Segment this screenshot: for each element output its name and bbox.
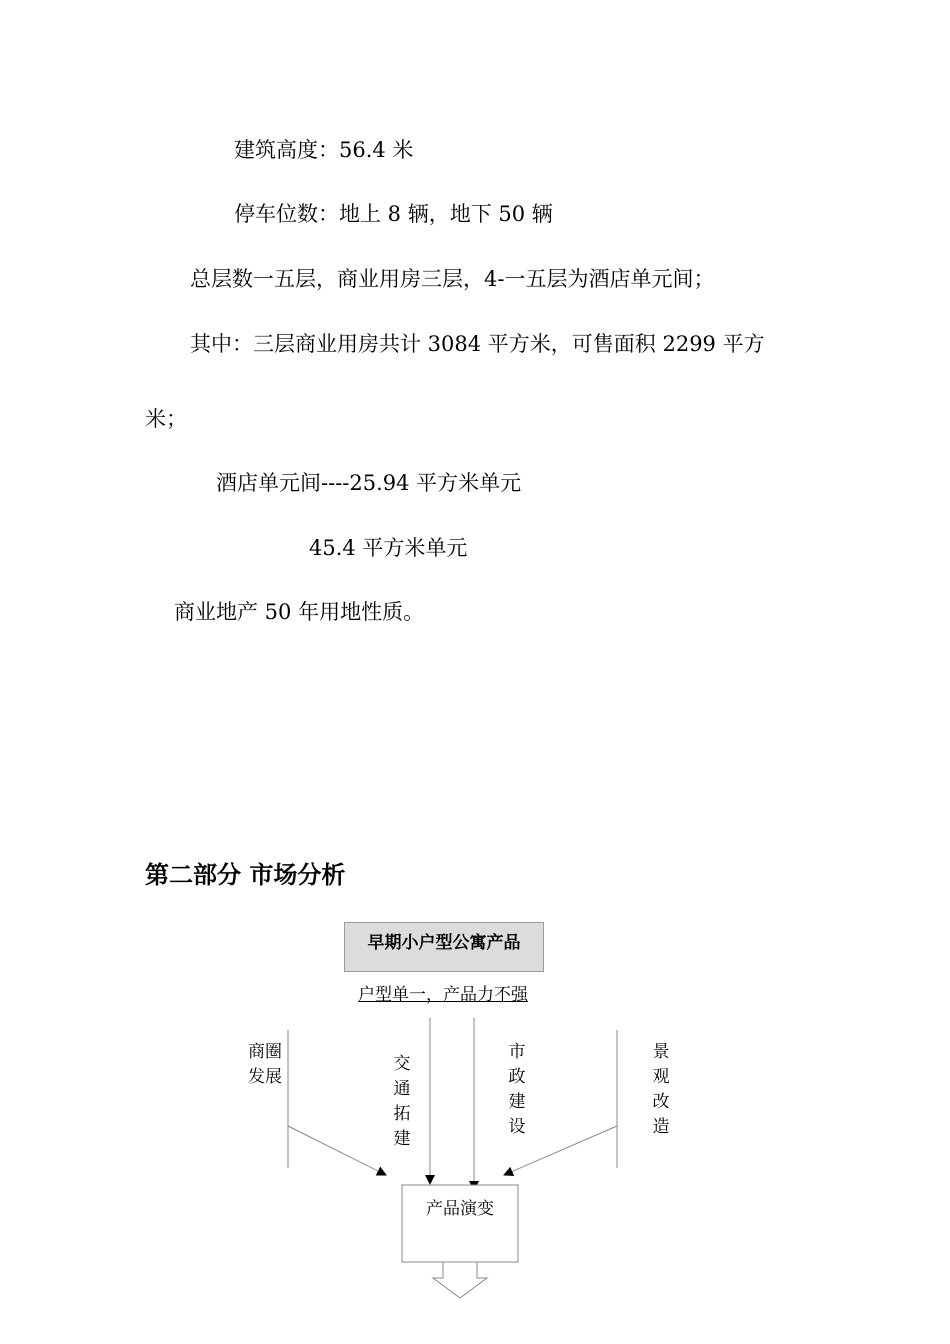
building-height-text: 建筑高度：56.4 米 — [234, 138, 414, 162]
hotel-units-text-2: 45.4 平方米单元 — [309, 536, 468, 560]
early-product-box: 早期小户型公寓产品 — [344, 922, 544, 972]
parking-text: 停车位数：地上 8 辆，地下 50 辆 — [234, 202, 553, 226]
commercial-area-text: 其中：三层商业用房共计 3084 平方米，可售面积 2299 平方 — [190, 332, 765, 356]
arrow-business-district — [288, 1126, 386, 1175]
section-title: 第二部分 市场分析 — [145, 861, 346, 889]
land-use-text: 商业地产 50 年用地性质。 — [174, 600, 425, 624]
product-weakness-caption: 户型单一，产品力不强 — [358, 985, 528, 1005]
down-arrow-icon — [433, 1262, 487, 1298]
commercial-area-text-cont: 米； — [145, 407, 187, 431]
factor-municipal: 市政建设 — [508, 1042, 526, 1137]
factor-business-district: 商圈发展 — [248, 1042, 282, 1087]
hotel-units-text: 酒店单元间----25.94 平方米单元 — [216, 471, 522, 495]
product-evolution-label: 产品演变 — [426, 1199, 494, 1219]
factor-landscape: 景观改造 — [652, 1042, 670, 1137]
floors-text: 总层数一五层，商业用房三层，4-一五层为酒店单元间； — [190, 267, 715, 291]
factor-traffic: 交通拓建 — [393, 1054, 411, 1149]
